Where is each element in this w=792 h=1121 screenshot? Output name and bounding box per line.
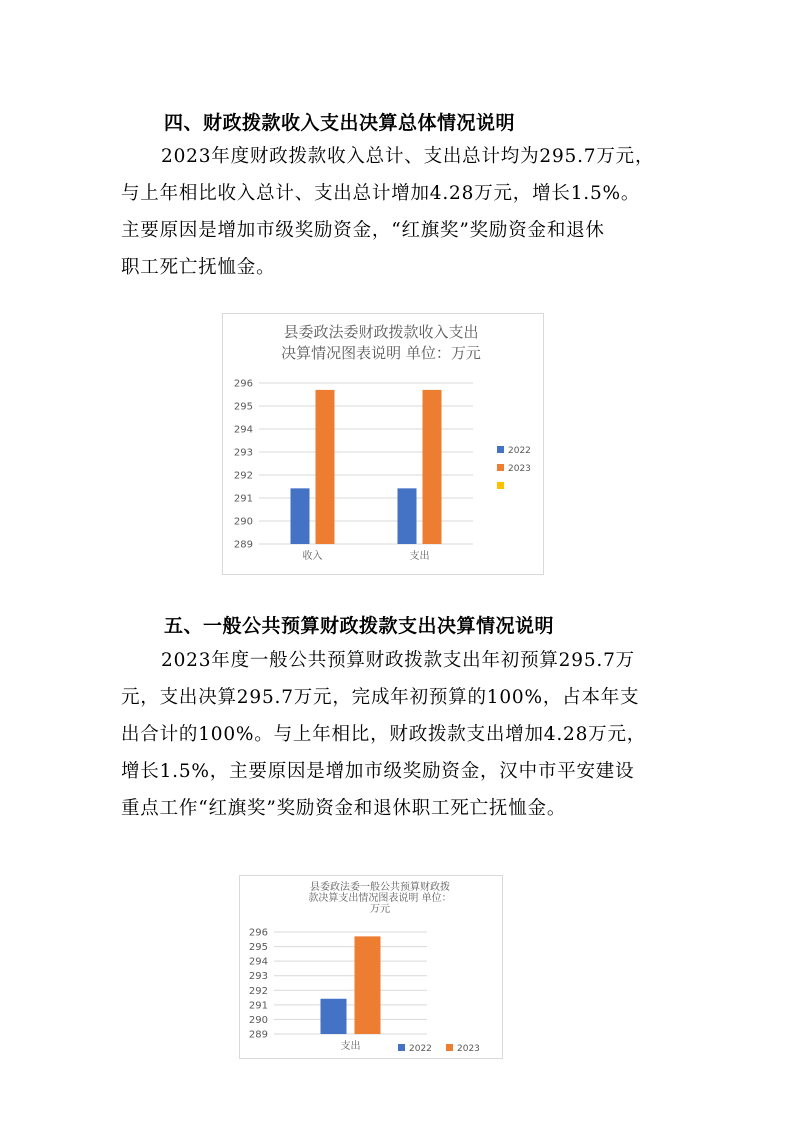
bar-2022-1 — [398, 488, 417, 544]
legend-label: 2022 — [508, 446, 531, 456]
legend-label: 2023 — [508, 464, 531, 474]
legend-swatch-2022 — [398, 1044, 405, 1051]
chart-title-line: 县委政法委一般公共预算财政拨 — [310, 882, 450, 893]
y-tick-label: 293 — [233, 447, 253, 459]
chart-title-line: 县委政法委财政拨款收入支出 — [283, 323, 479, 341]
chart-1-frame — [222, 313, 544, 575]
y-tick-label: 296 — [233, 378, 253, 390]
x-category-label: 支出 — [409, 551, 430, 562]
chart-title-line: 决算情况图表说明 单位：万元 — [281, 344, 481, 362]
legend-swatch-2022 — [497, 446, 504, 453]
y-tick-label: 290 — [248, 1014, 268, 1026]
y-tick-label: 290 — [233, 516, 253, 528]
y-tick-label: 292 — [248, 985, 268, 997]
paragraph-line: 2023年度一般公共预算财政拨款支出年初预算295.7万 — [161, 650, 635, 671]
paragraph-line: 主要原因是增加市级奖励资金，“红旗奖”奖励资金和退休 — [121, 220, 605, 241]
bar-2023-0 — [355, 936, 381, 1034]
paragraph-line: 职工死亡抚恤金。 — [121, 257, 276, 278]
y-tick-label: 289 — [233, 539, 253, 551]
x-category-label: 支出 — [340, 1041, 361, 1052]
section-4-paragraph — [121, 138, 681, 286]
bar-2022-0 — [321, 999, 347, 1034]
legend-swatch-2023 — [446, 1044, 453, 1051]
legend-swatch-extra — [497, 482, 504, 489]
y-tick-label: 294 — [233, 424, 253, 436]
y-tick-label: 295 — [233, 401, 253, 413]
paragraph-line: 增长1.5%，主要原因是增加市级奖励资金，汉中市平安建设 — [121, 761, 635, 782]
y-tick-label: 293 — [248, 971, 268, 983]
y-tick-label: 292 — [233, 470, 253, 482]
x-category-label: 收入 — [302, 551, 323, 562]
y-tick-label: 291 — [233, 493, 253, 505]
legend-label: 2023 — [457, 1044, 480, 1054]
paragraph-line: 2023年度财政拨款收入总计、支出总计均为295.7万元， — [161, 146, 655, 167]
section-5-paragraph — [121, 642, 681, 827]
paragraph-line: 与上年相比收入总计、支出总计增加4.28万元，增长1.5%。 — [121, 183, 641, 204]
chart-2 — [240, 876, 502, 1058]
legend-swatch-2023 — [497, 464, 504, 471]
bar-2023-0 — [316, 390, 335, 544]
paragraph-line: 重点工作“红旗奖”奖励资金和退休职工死亡抚恤金。 — [121, 798, 567, 819]
paragraph-line: 出合计的100%。与上年相比，财政拨款支出增加4.28万元， — [121, 724, 647, 745]
chart-1 — [223, 314, 543, 574]
y-tick-label: 291 — [248, 1000, 268, 1012]
y-tick-label: 294 — [248, 956, 268, 968]
y-tick-label: 295 — [248, 942, 268, 954]
chart-title-line: 万元 — [370, 904, 390, 915]
paragraph-line: 元，支出决算295.7万元，完成年初预算的100%，占本年支 — [121, 687, 640, 708]
bar-2023-1 — [423, 390, 442, 544]
y-tick-label: 289 — [248, 1029, 268, 1041]
section-4-heading: 四、财政拨款收入支出决算总体情况说明 — [164, 112, 516, 134]
legend-label: 2022 — [409, 1044, 432, 1054]
chart-2-frame — [239, 875, 503, 1059]
section-5-heading: 五、一般公共预算财政拨款支出决算情况说明 — [164, 615, 555, 637]
bar-2022-0 — [291, 488, 310, 544]
y-tick-label: 296 — [248, 927, 268, 939]
chart-title-line: 款决算支出情况图表说明 单位： — [308, 893, 452, 904]
